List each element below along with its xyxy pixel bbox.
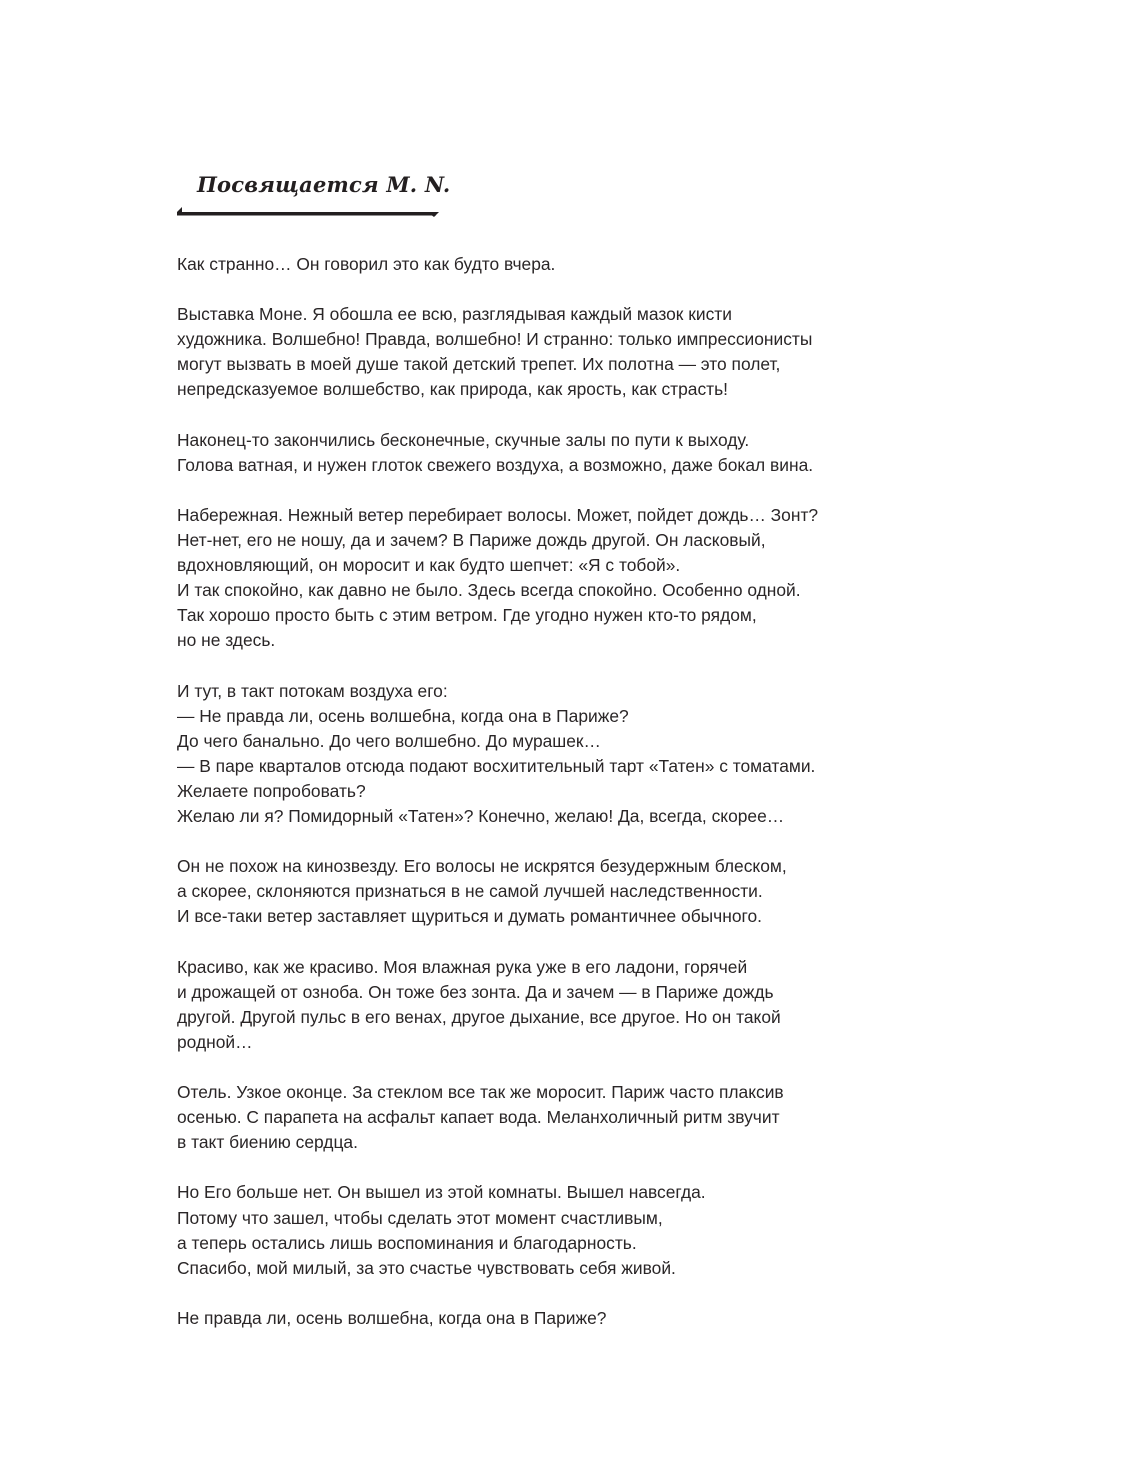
- text-line: в такт биению сердца.: [177, 1132, 358, 1153]
- text-line: Выставка Моне. Я обошла ее всю, разглядывая каждый мазок кисти: [177, 304, 732, 325]
- text-line: Но Его больше нет. Он вышел из этой комнаты. Вышел навсегда.: [177, 1182, 706, 1203]
- text-line: Потому что зашел, чтобы сделать этот момент счастливым,: [177, 1207, 663, 1228]
- text-line: Он не похож на кинозвезду. Его волосы не искрятся безудержным блеском,: [177, 856, 787, 877]
- text-line: могут вызвать в моей душе такой детский трепет. Их полотна — это полет,: [177, 354, 781, 375]
- heading-underline-rule: [177, 202, 439, 218]
- paragraph: [177, 1306, 897, 1331]
- text-line: вдохновляющий, он моросит и как будто шепчет: «Я с тобой».: [177, 555, 681, 576]
- text-line: И тут, в такт потокам воздуха его:: [177, 680, 448, 701]
- text-line: Наконец-то закончились бесконечные, скучные залы по пути к выходу.: [177, 429, 750, 450]
- text-line: а скорее, склоняются признаться в не самой лучшей наследственности.: [177, 881, 763, 902]
- paragraph: [177, 679, 897, 830]
- text-line: Так хорошо просто быть с этим ветром. Где угодно нужен кто-то рядом,: [177, 605, 757, 626]
- text-line: Спасибо, мой милый, за это счастье чувствовать себя живой.: [177, 1257, 676, 1278]
- text-line: Голова ватная, и нужен глоток свежего воздуха, а возможно, даже бокал вина.: [177, 454, 814, 475]
- dialogue-line: — Не правда ли, осень волшебна, когда она в Париже?: [177, 705, 629, 726]
- text-line: Нет-нет, его не ношу, да и зачем? В Париже дождь другой. Он ласковый,: [177, 530, 766, 551]
- text-line: Набережная. Нежный ветер перебирает волосы. Может, пойдет дождь… Зонт?: [177, 504, 819, 525]
- text-line: но не здесь.: [177, 630, 276, 651]
- text-line: Желаю ли я? Помидорный «Татен»? Конечно, желаю! Да, всегда, скорее…: [177, 806, 785, 827]
- text-line: родной…: [177, 1031, 253, 1052]
- text-line: а теперь остались лишь воспоминания и благодарность.: [177, 1232, 637, 1253]
- paragraph: [177, 302, 897, 402]
- text-line: непредсказуемое волшебство, как природа, как ярость, как страсть!: [177, 379, 729, 400]
- paragraph: [177, 1180, 897, 1280]
- text-line: Желаете попробовать?: [177, 780, 366, 801]
- text-line: И все-таки ветер заставляет щуриться и думать романтичнее обычного.: [177, 906, 762, 927]
- dedication-heading-block: [177, 170, 451, 222]
- paragraph: [177, 955, 897, 1055]
- text-line: Красиво, как же красиво. Моя влажная рука уже в его ладони, горячей: [177, 956, 748, 977]
- paragraph: [177, 252, 897, 277]
- text-line: осенью. С парапета на асфальт капает вода. Меланхоличный ритм звучит: [177, 1107, 780, 1128]
- text-line: Как странно… Он говорил это как будто вчера.: [177, 254, 556, 274]
- text-line: и дрожащей от озноба. Он тоже без зонта. Да и зачем — в Париже дождь: [177, 981, 774, 1002]
- text-line: Отель. Узкое оконце. За стеклом все так же моросит. Париж часто плаксив: [177, 1082, 784, 1103]
- dedication-heading: Посвящается M. N.: [197, 172, 451, 197]
- text-line: другой. Другой пульс в его венах, другое дыхание, все другое. Но он такой: [177, 1006, 781, 1027]
- text-line: До чего банально. До чего волшебно. До мурашек…: [177, 730, 601, 751]
- story-text: [177, 252, 897, 1356]
- text-line: художника. Волшебно! Правда, волшебно! И странно: только импрессионисты: [177, 329, 813, 350]
- paragraph: [177, 1080, 897, 1155]
- dialogue-line: — В паре кварталов отсюда подают восхитительный тарт «Татен» с томатами.: [177, 755, 816, 776]
- text-line: И так спокойно, как давно не было. Здесь всегда спокойно. Особенно одной.: [177, 580, 801, 601]
- paragraph: [177, 428, 897, 478]
- paragraph: [177, 854, 897, 929]
- paragraph: [177, 503, 897, 654]
- text-line: Не правда ли, осень волшебна, когда она в Париже?: [177, 1307, 607, 1328]
